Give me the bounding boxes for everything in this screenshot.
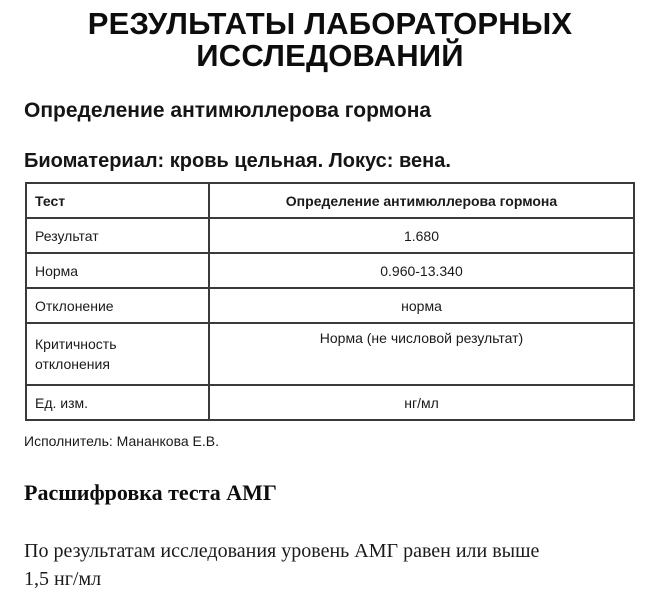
table-row-criticality	[26, 323, 634, 385]
table-row-units	[26, 385, 634, 420]
row-label: Норма	[26, 253, 209, 288]
table-row-result	[26, 218, 634, 253]
row-value: Норма (не числовой результат)	[209, 323, 634, 385]
row-label: Результат	[26, 218, 209, 253]
row-value: норма	[209, 288, 634, 323]
biomaterial-info: Биоматериал: кровь цельная. Локус: вена.	[24, 150, 451, 172]
row-label: Отклонение	[26, 288, 209, 323]
header-test-label: Тест	[26, 183, 209, 218]
title-line-2: ИССЛЕДОВАНИЙ	[196, 38, 464, 73]
decode-heading: Расшифровка теста АМГ	[24, 480, 277, 505]
title-line-1: РЕЗУЛЬТАТЫ ЛАБОРАТОРНЫХ	[87, 6, 573, 41]
table-header-row	[26, 183, 634, 218]
test-name-heading: Определение антимюллерова гормона	[24, 99, 432, 122]
table-row-deviation	[26, 288, 634, 323]
page-title	[0, 8, 660, 72]
decode-text	[24, 537, 634, 593]
executor-info: Исполнитель: Мананкова Е.В.	[24, 433, 219, 449]
row-label	[26, 323, 209, 385]
row-value: 0.960-13.340	[209, 253, 634, 288]
header-test-value: Определение антимюллерова гормона	[209, 183, 634, 218]
row-label-line-1: Критичность	[35, 336, 117, 352]
decode-text-line-1: По результатам исследования уровень АМГ равен или выше	[24, 540, 540, 562]
results-table	[25, 182, 635, 421]
row-label: Ед. изм.	[26, 385, 209, 420]
row-value: нг/мл	[209, 385, 634, 420]
table-row-norm	[26, 253, 634, 288]
row-label-line-2: отклонения	[35, 356, 110, 372]
decode-text-line-2: 1,5 нг/мл	[24, 568, 102, 590]
row-value: 1.680	[209, 218, 634, 253]
